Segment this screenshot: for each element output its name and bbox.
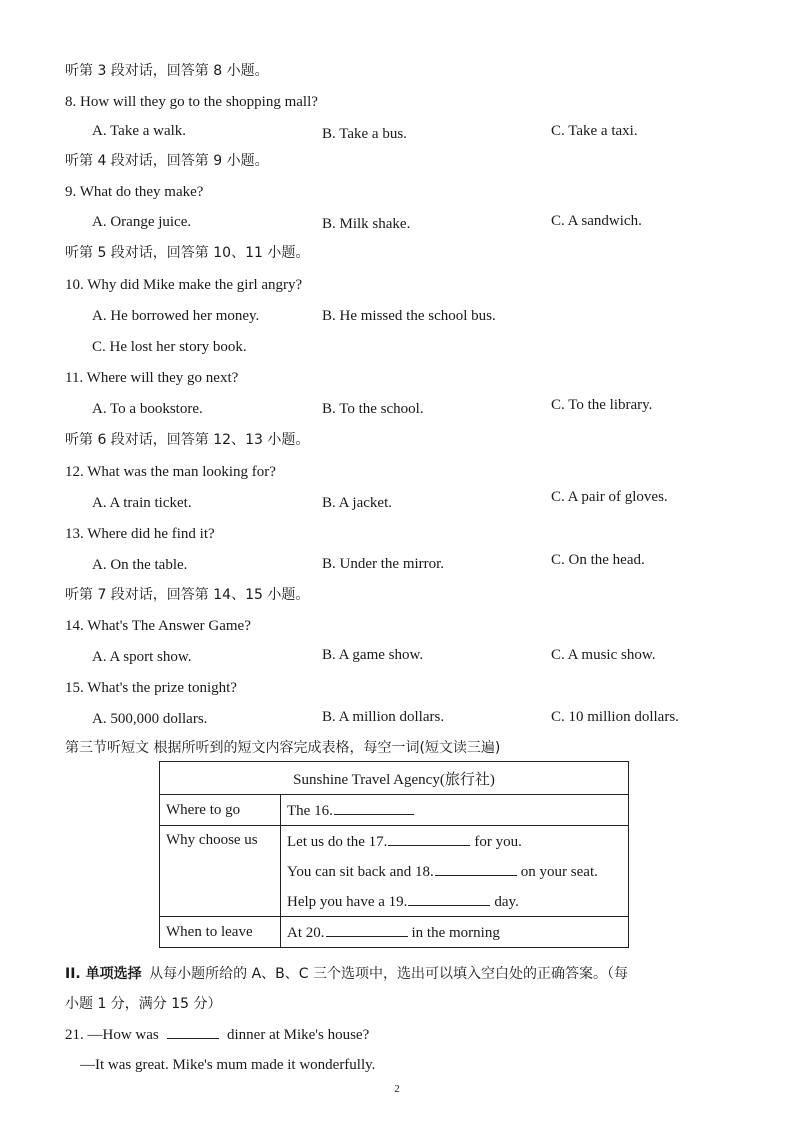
q9-stem: 9. What do they make? xyxy=(65,184,204,200)
blank-19-suffix: day. xyxy=(494,894,519,910)
part2-heading-line xyxy=(65,964,628,984)
q15-option-a: A. 500,000 dollars. xyxy=(92,711,208,727)
q10-stem: 10. Why did Mike make the girl angry? xyxy=(65,277,303,293)
q15-option-b: B. A million dollars. xyxy=(322,709,445,725)
section-3-heading: 听第 3 段对话，回答第 8 小题。 xyxy=(65,63,269,79)
row-when-cell xyxy=(281,917,629,948)
blank-20-prefix: At 20. xyxy=(287,925,325,941)
q11-option-c: C. To the library. xyxy=(551,397,653,413)
row-label-where: Where to go xyxy=(160,795,281,826)
blank-16[interactable] xyxy=(334,800,414,815)
row-why-line-3 xyxy=(281,886,629,917)
row-label-why: Why choose us xyxy=(160,826,281,917)
q11-option-a: A. To a bookstore. xyxy=(92,401,203,417)
q10-option-b: B. He missed the school bus. xyxy=(322,308,496,324)
q10-option-c: C. He lost her story book. xyxy=(92,339,247,355)
q21-stem xyxy=(65,1024,369,1045)
blank-17-suffix: for you. xyxy=(474,834,522,850)
blank-16-text: The 16. xyxy=(287,803,333,819)
q8-option-b: B. Take a bus. xyxy=(322,126,407,142)
q14-option-c: C. A music show. xyxy=(551,647,656,663)
q11-option-b: B. To the school. xyxy=(322,401,424,417)
q13-option-a: A. On the table. xyxy=(92,557,188,573)
q21-prefix: 21. —How was xyxy=(65,1027,159,1043)
blank-17[interactable] xyxy=(388,831,470,846)
q9-option-b: B. Milk shake. xyxy=(322,216,411,232)
q9-option-a: A. Orange juice. xyxy=(92,214,192,230)
blank-20[interactable] xyxy=(326,922,408,937)
q8-option-c: C. Take a taxi. xyxy=(551,123,638,139)
part2-heading: II. 单项选择 xyxy=(65,966,142,982)
q12-option-a: A. A train ticket. xyxy=(92,495,192,511)
q11-stem: 11. Where will they go next? xyxy=(65,370,239,386)
part2-instructions-1: 从每小题所给的 A、B、C 三个选项中，选出可以填入空白处的正确答案。（每 xyxy=(149,966,628,982)
row-why-line-2 xyxy=(281,856,629,886)
travel-agency-table xyxy=(159,761,629,948)
q13-option-b: B. Under the mirror. xyxy=(322,556,445,572)
part2-instructions-2: 小题 1 分，满分 15 分） xyxy=(65,996,222,1012)
section-5-heading: 听第 5 段对话，回答第 10、11 小题。 xyxy=(65,245,310,261)
q15-option-c: C. 10 million dollars. xyxy=(551,709,679,725)
row-where-cell xyxy=(281,795,629,826)
part3-instructions: 第三节听短文 根据所听到的短文内容完成表格，每空一词(短文读三遍) xyxy=(65,740,501,756)
blank-19[interactable] xyxy=(408,891,490,906)
q8-option-a: A. Take a walk. xyxy=(92,123,187,139)
q14-stem: 14. What's The Answer Game? xyxy=(65,618,251,634)
q9-option-c: C. A sandwich. xyxy=(551,213,642,229)
q15-stem: 15. What's the prize tonight? xyxy=(65,680,237,696)
q12-option-c: C. A pair of gloves. xyxy=(551,489,668,505)
q14-option-b: B. A game show. xyxy=(322,647,424,663)
blank-18-prefix: You can sit back and 18. xyxy=(287,864,434,880)
section-6-heading: 听第 6 段对话，回答第 12、13 小题。 xyxy=(65,432,310,448)
blank-19-prefix: Help you have a 19. xyxy=(287,894,408,910)
q14-option-a: A. A sport show. xyxy=(92,649,192,665)
q12-stem: 12. What was the man looking for? xyxy=(65,464,276,480)
page-number: 2 xyxy=(394,1083,400,1095)
row-why-line-1 xyxy=(281,826,629,857)
q21-blank[interactable] xyxy=(167,1024,219,1039)
q13-option-c: C. On the head. xyxy=(551,552,645,568)
blank-17-prefix: Let us do the 17. xyxy=(287,834,388,850)
q21-answer-line: —It was great. Mike's mum made it wonderfully. xyxy=(80,1057,376,1073)
q12-option-b: B. A jacket. xyxy=(322,495,392,511)
row-label-when: When to leave xyxy=(160,917,281,948)
blank-18-suffix: on your seat. xyxy=(520,864,598,880)
section-4-heading: 听第 4 段对话，回答第 9 小题。 xyxy=(65,153,269,169)
q21-suffix: dinner at Mike's house? xyxy=(227,1027,370,1043)
blank-18[interactable] xyxy=(435,861,517,876)
q10-option-a: A. He borrowed her money. xyxy=(92,308,260,324)
table-title: Sunshine Travel Agency(旅行社) xyxy=(160,762,629,795)
q13-stem: 13. Where did he find it? xyxy=(65,526,215,542)
blank-20-suffix: in the morning xyxy=(411,925,500,941)
section-7-heading: 听第 7 段对话，回答第 14、15 小题。 xyxy=(65,587,310,603)
q8-stem: 8. How will they go to the shopping mall? xyxy=(65,94,318,110)
